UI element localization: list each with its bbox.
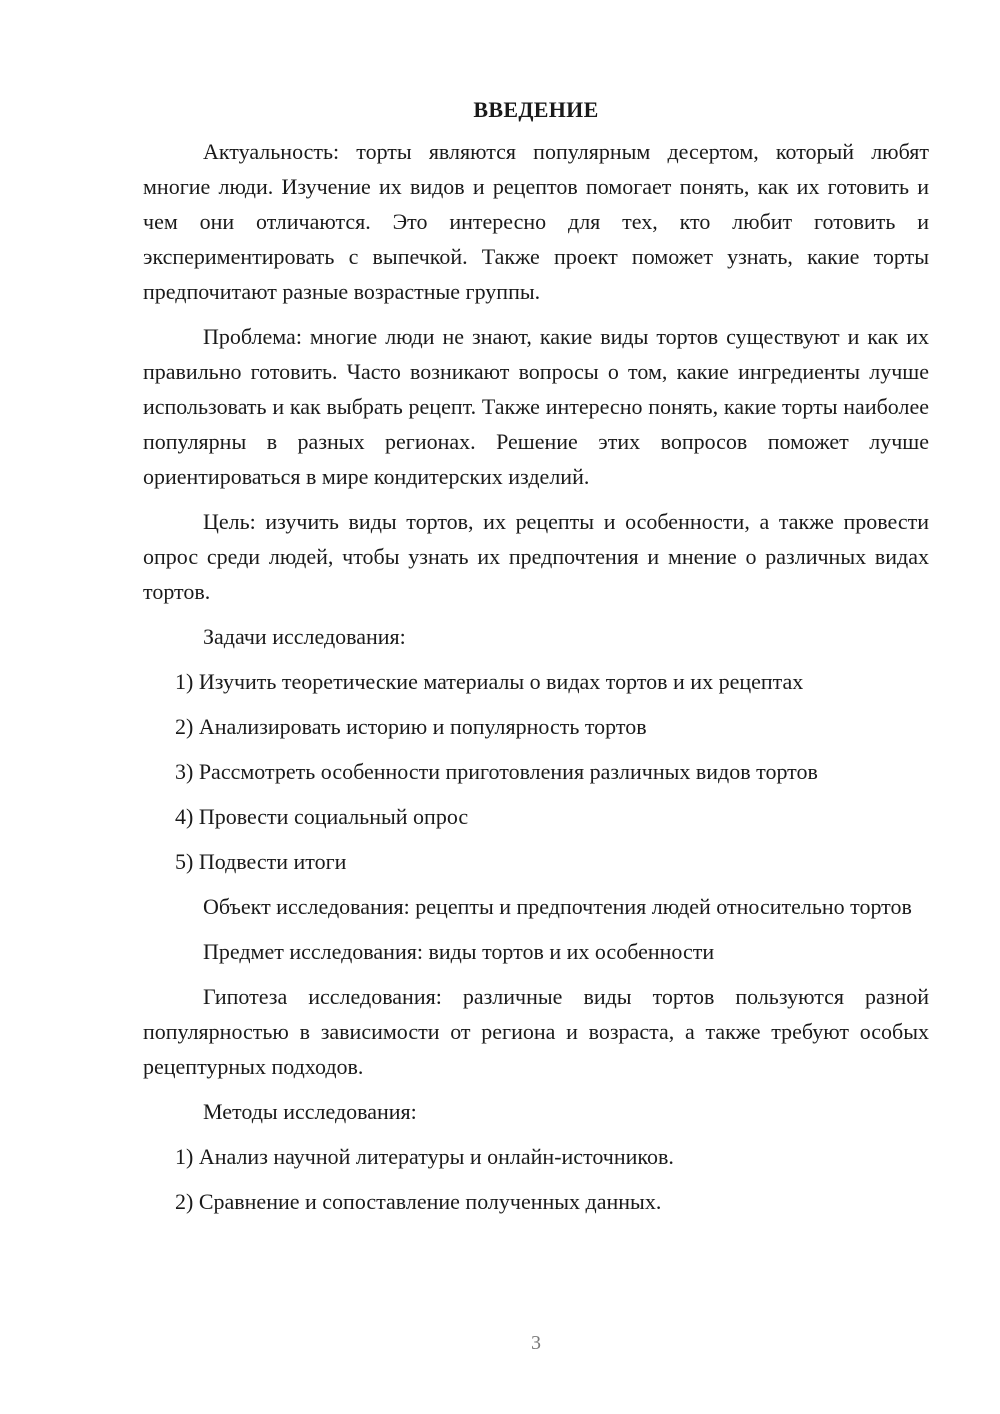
section-title: ВВЕДЕНИЕ [473,97,599,122]
methods-heading: Методы исследования: [203,1099,417,1124]
tasks-list [143,664,929,879]
hypothesis-paragraph: Гипотеза исследования: различные виды тортов пользуются разной популярностью в зависимости от региона и возраста, а также требуют особых рецептурных подходов. [143,984,929,1079]
methods-list [143,1139,929,1219]
method-item: 2) Сравнение и сопоставление полученных данных. [175,1189,662,1214]
task-item: 3) Рассмотреть особенности приготовления различных видов тортов [175,759,818,784]
page-number: 3 [531,1332,541,1354]
subject-paragraph: Предмет исследования: виды тортов и их особенности [203,939,715,964]
task-item: 1) Изучить теоретические материалы о видах тортов и их рецептах [175,669,804,694]
problem-paragraph: Проблема: многие люди не знают, какие виды тортов существуют и как их правильно готовить. Часто возникают вопросы о том, какие ингредиенты лучше использовать и как выбрать рецепт. Также интересно понять, какие торты наиболее популярны в разных регионах. Решение этих вопросов поможет лучше ориентироваться в мире кондитерских изделий. [143,324,929,489]
actuality-paragraph: Актуальность: торты являются популярным десертом, который любят многие люди. Изучение их видов и рецептов помогает понять, как их готовить и чем они отличаются. Это интересно для тех, кто любит готовить и экспериментировать с выпечкой. Также проект поможет узнать, какие торты предпочитают разные возрастные группы. [143,139,929,304]
method-item: 1) Анализ научной литературы и онлайн-источников. [175,1144,674,1169]
task-item: 2) Анализировать историю и популярность тортов [175,714,647,739]
task-item: 4) Провести социальный опрос [175,804,469,829]
goal-paragraph: Цель: изучить виды тортов, их рецепты и особенности, а также провести опрос среди людей, чтобы узнать их предпочтения и мнение о различных видах тортов. [143,509,929,604]
document-page [143,92,929,1229]
task-item: 5) Подвести итоги [175,849,347,874]
tasks-heading: Задачи исследования: [203,624,406,649]
object-paragraph: Объект исследования: рецепты и предпочтения людей относительно тортов [203,894,912,919]
